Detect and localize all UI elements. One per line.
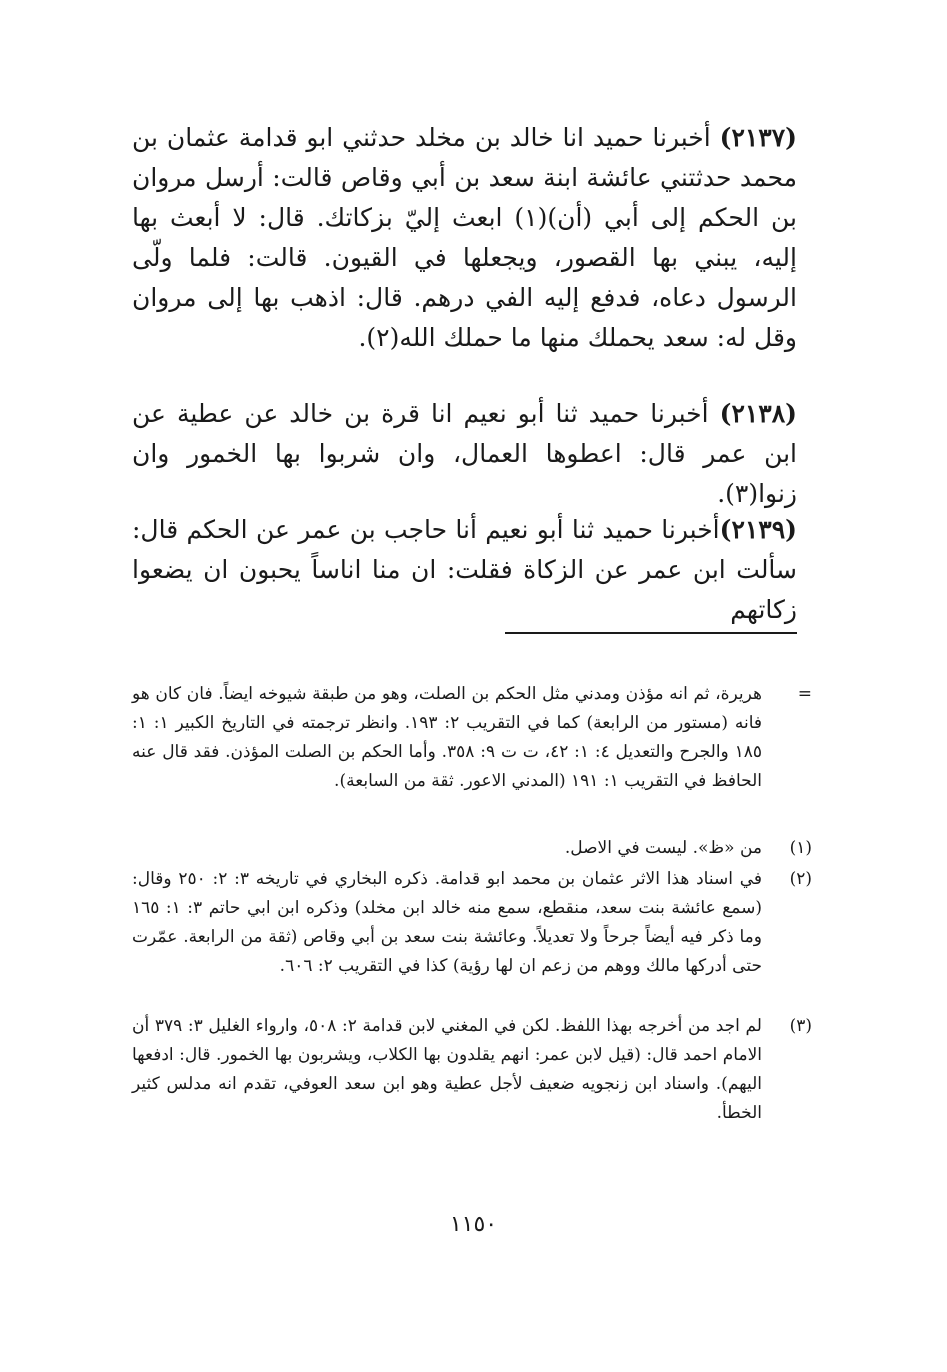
footnote-1 <box>132 834 812 863</box>
hadith-2137 <box>132 118 797 358</box>
footnote-text: من «ظ». ليست في الاصل. <box>564 838 762 858</box>
footnote-3 <box>132 1012 812 1128</box>
hadith-number: (٢١٣٨) <box>719 399 797 428</box>
hadith-2138 <box>132 394 797 514</box>
footnote-2 <box>132 865 812 981</box>
footnote-mark: = <box>797 684 812 704</box>
footnote-text: لم اجد من أخرجه بهذا اللفظ. لكن في المغني لابن قدامة ٢: ٥٠٨، وارواء الغليل ٣: ٣٧٩ أن الامام احمد قال: (قيل لابن عمر: انهم يقلدون بها الكلاب، ويشربون بها الخمور. قال: ادفعها اليهم). واسناد ابن زنجويه ضعيف لأجل عطية وهو ابن سعد العوفي، تقدم انه مدلس كثير الخطأ. <box>132 1016 762 1123</box>
hadith-number: (٢١٣٧) <box>719 123 797 152</box>
footnote-text: في اسناد هذا الاثر عثمان بن محمد ابو قدامة. ذكره البخاري في تاريخه ٣: ٢: ٢٥٠ وقال: (سمع عائشة بنت سعد، منقطع، سمع منه خالد ابن مخلد) وذكره ابن ابي حاتم ٣: ١: ١٦٥ وما ذكر فيه أيضاً جرحاً ولا تعديلاً. وعائشة بنت سعد بن أبي وقاص (ثقة من الرابعة. عمّرت حتى أدركها مالك ووهم من زعم ان لها رؤية) كذا في التقريب ٢: ٦٠٦. <box>132 869 763 976</box>
hadith-text: أخبرنا حميد انا خالد بن مخلد حدثني ابو قدامة عثمان بن محمد حدثتني عائشة ابنة سعد بن أبي وقاص قالت: أرسل مروان بن الحكم إلى أبي (أن)(١) ابعث إليّ بزكاتك. قال: لا أبعث بها إليه، يبني بها القصور، ويجعلها في القيون. قالت: فلما ولّى الرسول دعاه، فدفع إليه الفي درهم. قال: اذهب بها إلى مروان وقل له: سعد يحملك منها ما حملك الله(٢). <box>132 123 797 352</box>
hadith-number: (٢١٣٩) <box>719 515 797 544</box>
hadith-text: أخبرنا حميد ثنا أبو نعيم أنا حاجب بن عمر عن الحكم قال: سألت ابن عمر عن الزكاة فقلت: ان منا اناساً يحبون ان يضعوا زكاتهم <box>132 515 797 624</box>
footnote-text: هريرة، ثم انه مؤذن ومدني مثل الحكم بن الصلت، وهو من طبقة شيوخه ايضاً. فان كان هو فانه (مستور من الرابعة) كما في التقريب ٢: ١٩٣. وانظر ترجمته في التاريخ الكبير ١: ١: ١٨٥ والجرح والتعديل ٤: ١: ٤٢، ت ت ٩: ٣٥٨. وأما الحكم بن الصلت المؤذن. فقد قال عنه الحافظ في التقريب ١: ١٩١ (المدني الاعور. ثقة من السابعة). <box>132 684 762 791</box>
hadith-2139 <box>132 510 797 630</box>
footnote-separator <box>505 632 797 634</box>
footnote-mark: (١) <box>789 838 812 858</box>
page-number: ١١٥٠ <box>449 1212 498 1237</box>
footnote-continued <box>132 680 812 796</box>
footnote-mark: (٢) <box>789 869 812 889</box>
footnote-mark: (٣) <box>789 1016 812 1036</box>
hadith-text: أخبرنا حميد ثنا أبو نعيم انا قرة بن خالد عن عطية عن ابن عمر قال: اعطوها العمال، وان شربوا بها الخمور وان زنوا(٣). <box>132 399 797 508</box>
